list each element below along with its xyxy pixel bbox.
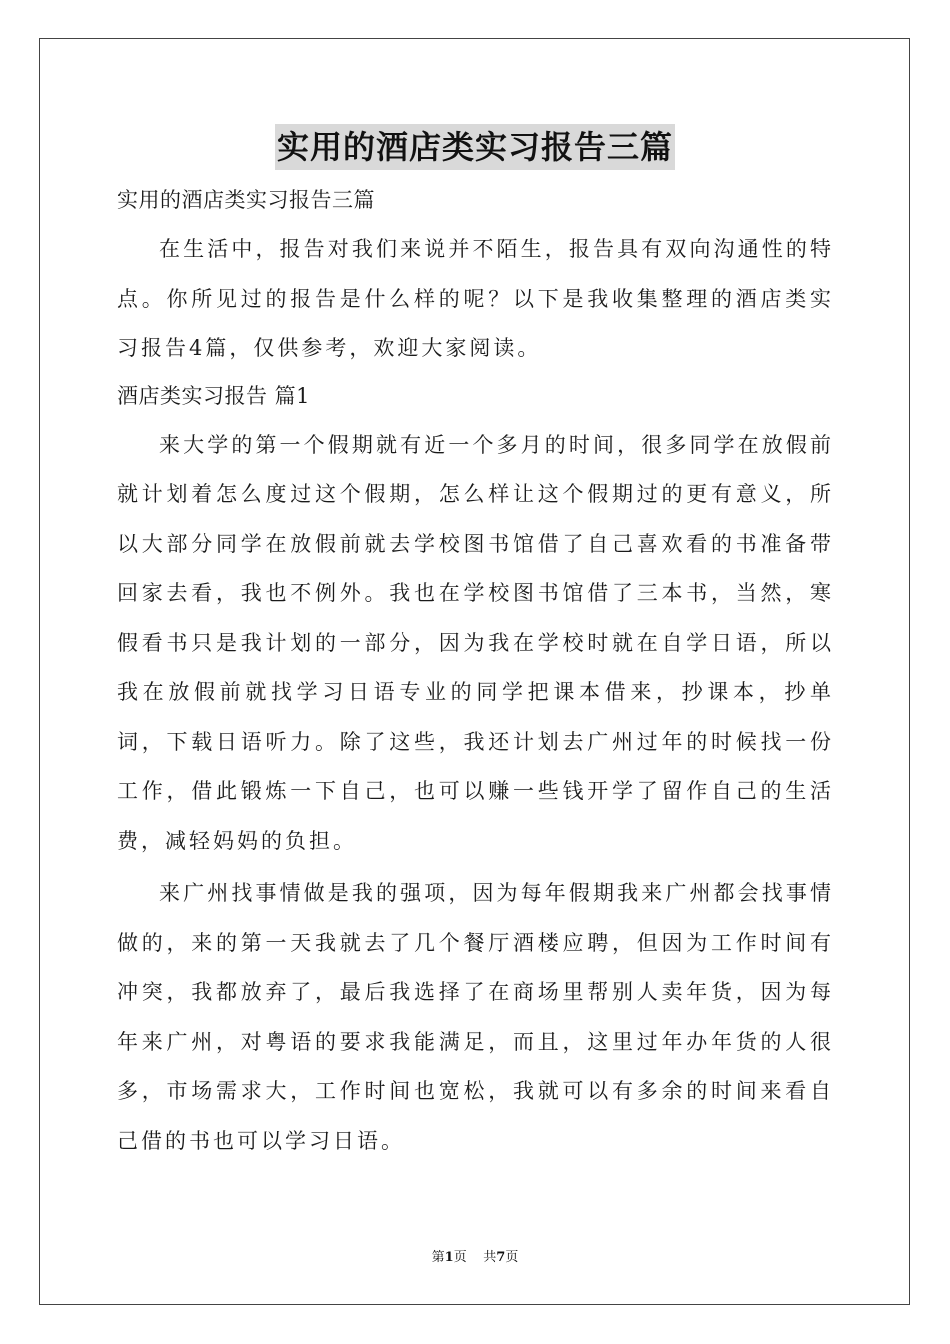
body-paragraph-2: 来广州找事情做是我的强项，因为每年假期我来广州都会找事情做的，来的第一天我就去了几个餐厅酒楼应聘，但因为工作时间有冲突，我都放弃了，最后我选择了在商场里帮别人卖年货，因为每年来广州，对粤语的要求我能满足，而且，这里过年办年货的人很多，市场需求大，工作时间也宽松，我就可以有多余的时间来看自己借的书也可以学习日语。: [117, 881, 834, 1153]
intro-paragraph: 在生活中，报告对我们来说并不陌生，报告具有双向沟通性的特点。你所见过的报告是什么样的呢？以下是我收集整理的酒店类实习报告4篇，仅供参考，欢迎大家阅读。: [117, 237, 834, 360]
page-current: 1: [444, 1250, 454, 1265]
total-unit: 页: [505, 1250, 519, 1265]
page-footer: [0, 1246, 950, 1265]
page-prefix: 第: [431, 1250, 445, 1265]
document-body: [117, 178, 834, 1166]
section-heading: 酒店类实习报告 篇1: [117, 383, 311, 408]
total-prefix: 共: [483, 1250, 497, 1265]
body-paragraph-1: 来大学的第一个假期就有近一个多月的时间，很多同学在放假前就计划着怎么度过这个假期，怎么样让这个假期过的更有意义，所以大部分同学在放假前就去学校图书馆借了自己喜欢看的书准备带回家去看，我也不例外。我也在学校图书馆借了三本书，当然，寒假看书只是我计划的一部分，因为我在学校时就在自学日语，所以我在放假前就找学习日语专业的同学把课本借来，抄课本，抄单词，下载日语听力。除了这些，我还计划去广州过年的时候找一份工作，借此锻炼一下自己，也可以赚一些钱开学了留作自己的生活费，减轻妈妈的负担。: [117, 432, 834, 853]
page-unit: 页: [453, 1250, 467, 1265]
title-container: [0, 124, 950, 170]
page-total: 7: [496, 1250, 506, 1265]
document-subtitle: 实用的酒店类实习报告三篇: [117, 188, 375, 212]
document-title: 实用的酒店类实习报告三篇: [275, 124, 675, 170]
